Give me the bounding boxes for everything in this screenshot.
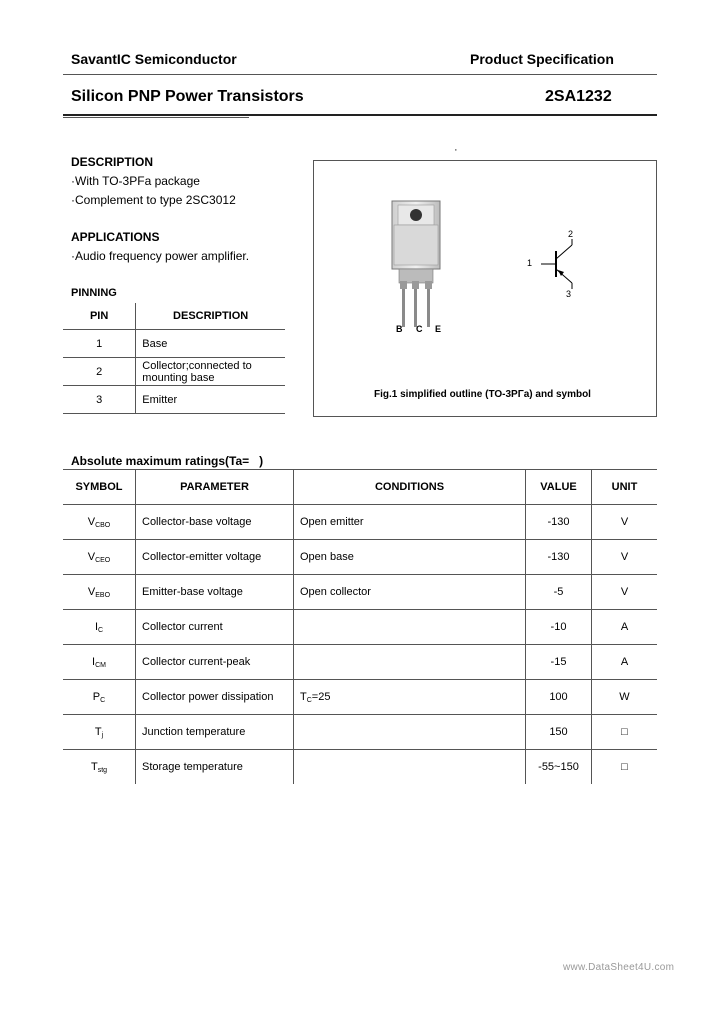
unit-cell: W	[592, 680, 658, 715]
pin-column-header: PIN	[63, 303, 136, 330]
pin-description: Base	[136, 330, 285, 358]
parameter-cell: Collector-emitter voltage	[136, 540, 294, 575]
description-heading: DESCRIPTION	[71, 155, 154, 169]
description-item: ·Complement to type 2SC3012	[71, 193, 236, 207]
parameter-cell: Junction temperature	[136, 715, 294, 750]
pinning-table	[63, 303, 285, 414]
pin-description: Collector;connected to mounting base	[136, 358, 285, 386]
value-cell: -130	[526, 540, 592, 575]
pin-label-c: C	[416, 324, 423, 334]
table-row	[63, 750, 657, 785]
parameter-cell: Collector current-peak	[136, 645, 294, 680]
product-title: Silicon PNP Power Transistors	[71, 88, 304, 105]
conditions-column-header: CONDITIONS	[294, 470, 526, 505]
symbol-cell: $V_{CEO}$	[63, 540, 136, 575]
unit-cell: A	[592, 645, 658, 680]
table-row	[63, 505, 657, 540]
value-cell: -15	[526, 645, 592, 680]
unit-cell: V	[592, 540, 658, 575]
symbol-cell: $P_C$	[63, 680, 136, 715]
table-row	[63, 680, 657, 715]
symbol-column-header: SYMBOL	[63, 470, 136, 505]
value-cell: -5	[526, 575, 592, 610]
ratings-heading	[71, 454, 263, 468]
figure-caption: Fig.1 simplified outline (TO-3PΓa) and symbol	[374, 389, 591, 400]
ratings-heading-text: Absolute maximum ratings(Ta=	[71, 454, 250, 468]
value-cell: -130	[526, 505, 592, 540]
header-divider	[63, 74, 657, 75]
value-cell: -55~150	[526, 750, 592, 785]
conditions-cell: Open base	[294, 540, 526, 575]
table-row	[63, 715, 657, 750]
symbol-cell: $I_{CM}$	[63, 645, 136, 680]
part-number: 2SA1232	[545, 88, 612, 105]
description-item: ·With TO-3PFa package	[71, 174, 200, 188]
symbol-cell: $T_j$	[63, 715, 136, 750]
spec-label: Product Specification	[470, 51, 614, 67]
conditions-cell: Open collector	[294, 575, 526, 610]
value-cell: -10	[526, 610, 592, 645]
table-row	[63, 540, 657, 575]
pinning-heading: PINNING	[71, 287, 117, 299]
value-column-header: VALUE	[526, 470, 592, 505]
symbol-cell: $V_{CBO}$	[63, 505, 136, 540]
conditions-cell	[294, 610, 526, 645]
description-column-header: DESCRIPTION	[136, 303, 285, 330]
value-cell: 100	[526, 680, 592, 715]
applications-heading: APPLICATIONS	[71, 230, 160, 244]
symbol-cell: $I_C$	[63, 610, 136, 645]
parameter-cell: Collector current	[136, 610, 294, 645]
pin-description: Emitter	[136, 386, 285, 414]
stray-dot: ·	[454, 144, 458, 156]
unit-cell: V	[592, 575, 658, 610]
pin-label-e: E	[435, 324, 442, 334]
conditions-cell	[294, 715, 526, 750]
parameter-column-header: PARAMETER	[136, 470, 294, 505]
pin-number: 3	[63, 386, 136, 414]
watermark: www.DataSheet4U.com	[563, 962, 675, 973]
table-row	[63, 386, 285, 414]
conditions-cell	[294, 645, 526, 680]
symbol-label-2: 2	[568, 229, 574, 239]
unit-cell: □	[621, 761, 628, 773]
value-cell: 150	[526, 715, 592, 750]
applications-item: ·Audio frequency power amplifier.	[71, 249, 250, 263]
table-row	[63, 645, 657, 680]
pin-number: 1	[63, 330, 136, 358]
symbol-label-1: 1	[527, 258, 533, 268]
table-row	[63, 358, 285, 386]
ratings-table	[63, 470, 657, 784]
parameter-cell: Emitter-base voltage	[136, 575, 294, 610]
unit-column-header: UNIT	[592, 470, 658, 505]
parameter-cell: Storage temperature	[136, 750, 294, 785]
pin-label-b: B	[396, 324, 403, 334]
table-row	[63, 330, 285, 358]
table-row	[63, 575, 657, 610]
ratings-heading-end: )	[259, 454, 264, 468]
parameter-cell: Collector power dissipation	[136, 680, 294, 715]
conditions-cell: $T_C=25$	[294, 680, 526, 715]
title-accent-line	[63, 117, 249, 118]
pnp-transistor-symbol	[539, 239, 579, 289]
title-divider	[63, 114, 657, 116]
figure-box	[313, 160, 657, 417]
symbol-cell: $T_{stg}$	[63, 750, 136, 785]
conditions-cell	[294, 750, 526, 785]
parameter-cell: Collector-base voltage	[136, 505, 294, 540]
unit-cell: □	[592, 715, 658, 750]
unit-cell: V	[592, 505, 658, 540]
unit-cell: A	[592, 610, 658, 645]
pin-number: 2	[63, 358, 136, 386]
conditions-cell: Open emitter	[294, 505, 526, 540]
table-row	[63, 610, 657, 645]
package-outline-drawing	[384, 199, 454, 341]
symbol-cell: $V_{EBO}$	[63, 575, 136, 610]
company-name: SavantIC Semiconductor	[71, 51, 237, 67]
symbol-label-3: 3	[566, 289, 572, 299]
